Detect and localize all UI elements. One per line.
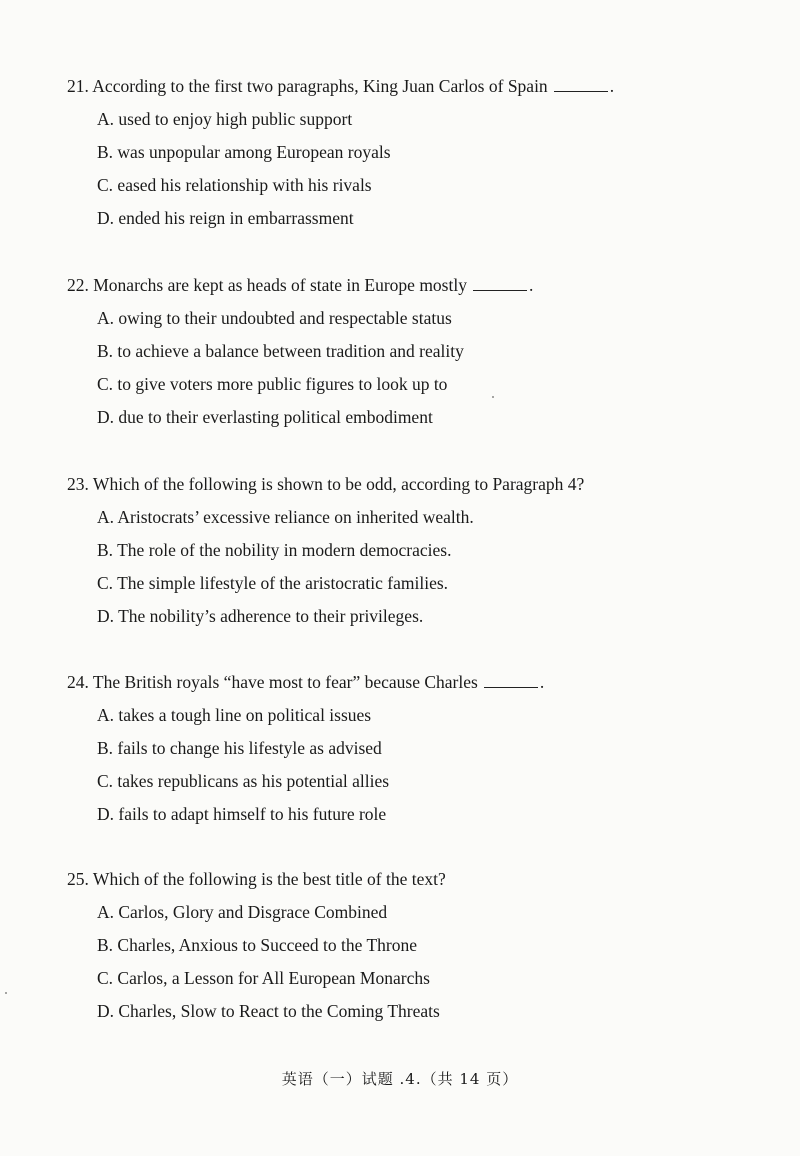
question-stem bbox=[67, 74, 767, 98]
question-stem-text: 21. According to the first two paragraphs, King Juan Carlos of Spain bbox=[67, 76, 548, 96]
question-22 bbox=[67, 273, 767, 438]
question-stem bbox=[67, 273, 767, 297]
question-23 bbox=[67, 472, 767, 637]
stem-end-punctuation: . bbox=[539, 672, 545, 692]
option-b: B. fails to change his lifestyle as advised bbox=[97, 738, 382, 758]
question-stem bbox=[67, 867, 767, 891]
scan-speck bbox=[492, 396, 494, 398]
option-list bbox=[97, 900, 767, 1023]
option-c: C. The simple lifestyle of the aristocratic families. bbox=[97, 573, 449, 593]
option-b: B. was unpopular among European royals bbox=[97, 142, 391, 162]
option-d: D. due to their everlasting political embodiment bbox=[97, 407, 433, 427]
option-a: A. Aristocrats’ excessive reliance on inherited wealth. bbox=[97, 507, 474, 527]
scan-speck bbox=[5, 992, 7, 994]
page-footer: 英语（一）试题 .4.（共 14 页） bbox=[281, 1070, 519, 1088]
question-25 bbox=[67, 867, 767, 1032]
option-list bbox=[97, 107, 767, 230]
option-d: D. Charles, Slow to React to the Coming Threats bbox=[97, 1001, 440, 1021]
question-21 bbox=[67, 74, 767, 239]
option-b: B. Charles, Anxious to Succeed to the Throne bbox=[97, 935, 417, 955]
answer-blank bbox=[554, 77, 608, 92]
answer-blank bbox=[484, 673, 538, 688]
option-list bbox=[97, 306, 767, 429]
answer-blank bbox=[473, 276, 527, 291]
question-stem-text: 24. The British royals “have most to fear” because Charles bbox=[67, 672, 478, 692]
option-a: A. used to enjoy high public support bbox=[97, 109, 353, 129]
option-list bbox=[97, 505, 767, 628]
option-a: A. takes a tough line on political issues bbox=[97, 705, 372, 725]
option-c: C. eased his relationship with his rivals bbox=[97, 175, 372, 195]
question-stem-text: 23. Which of the following is shown to be odd, according to Paragraph 4? bbox=[67, 474, 585, 494]
option-c: C. takes republicans as his potential allies bbox=[97, 771, 390, 791]
option-a: A. owing to their undoubted and respectable status bbox=[97, 308, 452, 328]
question-stem-text: 25. Which of the following is the best title of the text? bbox=[67, 869, 446, 889]
question-stem-text: 22. Monarchs are kept as heads of state in Europe mostly bbox=[67, 275, 467, 295]
question-24 bbox=[67, 670, 767, 835]
option-a: A. Carlos, Glory and Disgrace Combined bbox=[97, 902, 388, 922]
question-stem bbox=[67, 472, 767, 496]
option-b: B. to achieve a balance between tradition and reality bbox=[97, 341, 464, 361]
stem-end-punctuation: . bbox=[609, 76, 615, 96]
option-c: C. Carlos, a Lesson for All European Monarchs bbox=[97, 968, 430, 988]
stem-end-punctuation: . bbox=[528, 275, 534, 295]
question-stem bbox=[67, 670, 767, 694]
option-d: D. ended his reign in embarrassment bbox=[97, 208, 354, 228]
option-list bbox=[97, 703, 767, 826]
option-d: D. fails to adapt himself to his future role bbox=[97, 804, 387, 824]
option-d: D. The nobility’s adherence to their privileges. bbox=[97, 606, 424, 626]
option-c: C. to give voters more public figures to look up to bbox=[97, 374, 448, 394]
option-b: B. The role of the nobility in modern democracies. bbox=[97, 540, 452, 560]
